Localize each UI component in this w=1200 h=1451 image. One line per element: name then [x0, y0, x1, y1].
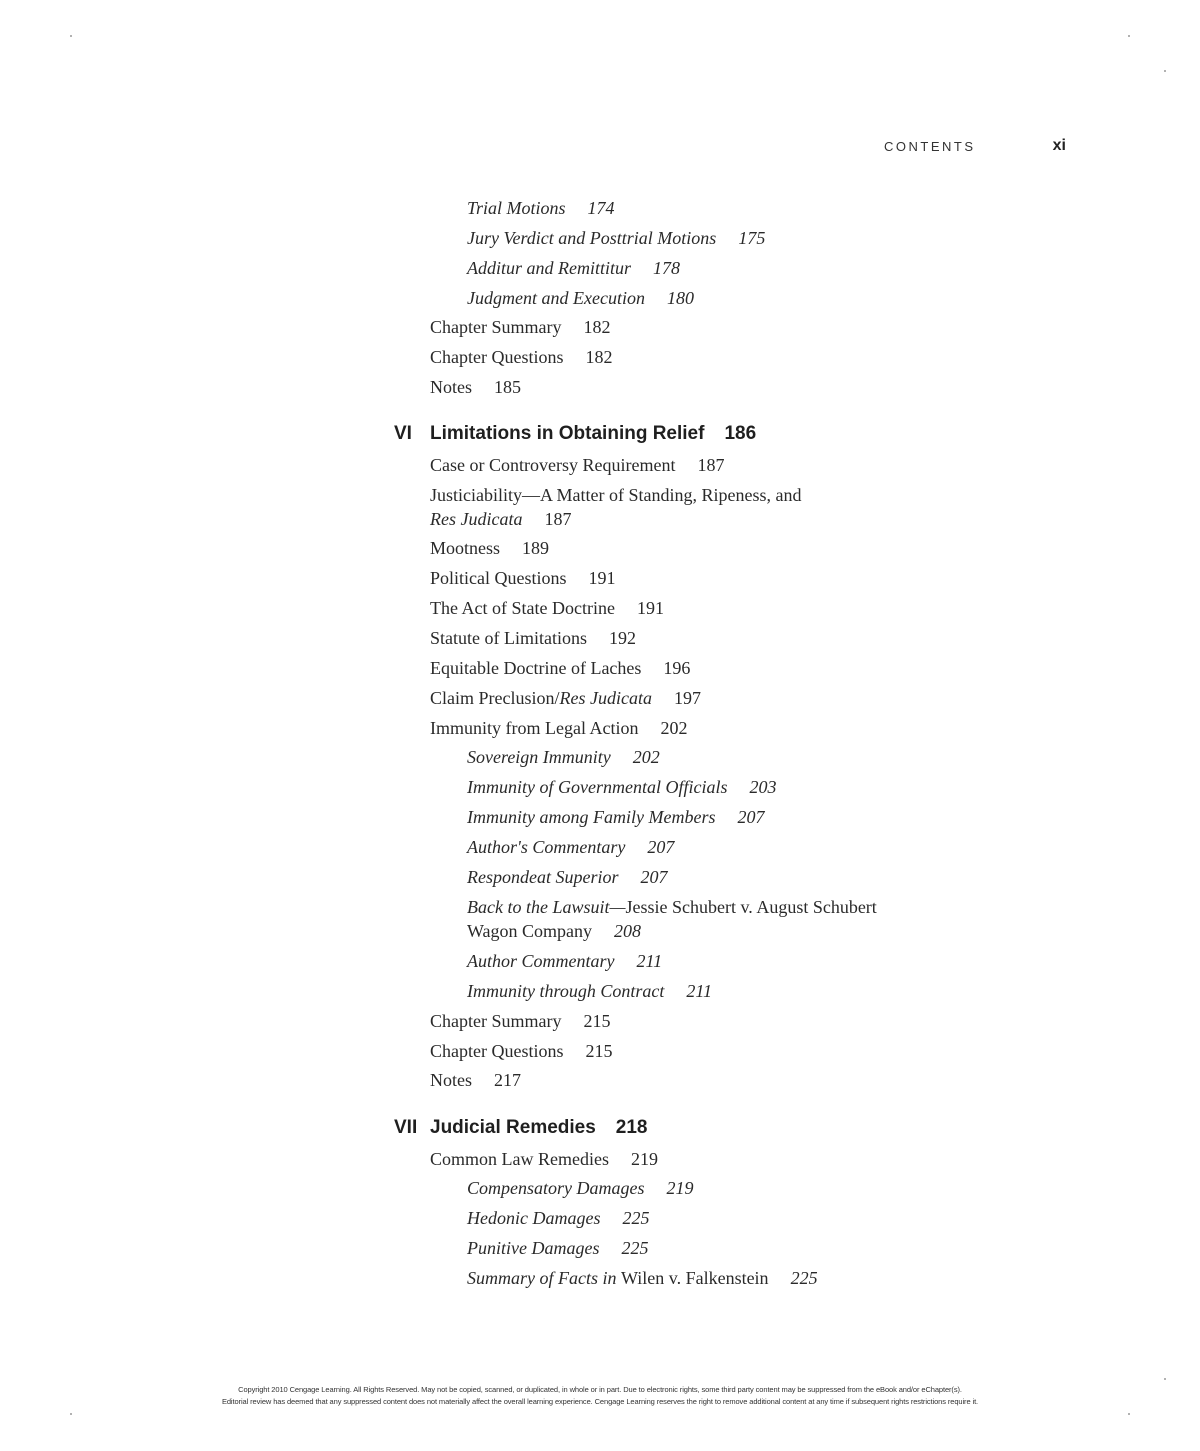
toc-entry[interactable] [430, 1069, 521, 1091]
toc-entry-page: 174 [587, 198, 615, 218]
toc-entry-page: 202 [660, 718, 688, 738]
toc-entry-page: 187 [544, 509, 572, 529]
toc-entry-page: 207 [737, 807, 765, 827]
crop-mark [1128, 1413, 1130, 1415]
toc-entry-title: Political Questions [430, 568, 567, 588]
toc-entry-title: Notes [430, 1070, 472, 1090]
toc-entry-page: 219 [630, 1149, 658, 1169]
copyright-notice-line1: Copyright 2010 Cengage Learning. All Rights Reserved. May not be copied, scanned, or duplicated, in whole or in part. Due to electronic rights, some third party content may be suppressed from the eBook and/or eChapter(s). [238, 1385, 962, 1394]
toc-entry[interactable] [430, 627, 636, 649]
toc-entry[interactable] [467, 1237, 648, 1259]
toc-entry-page: 219 [666, 1178, 694, 1198]
toc-entry-page: 203 [749, 777, 777, 797]
toc-entry-page: 225 [790, 1268, 818, 1288]
toc-entry-continued[interactable] [430, 508, 571, 530]
toc-entry-title: Chapter Questions [430, 1041, 564, 1061]
chapter-number: VI [394, 423, 412, 444]
toc-entry-title: Immunity of Governmental Officials [467, 777, 728, 797]
toc-entry[interactable] [430, 484, 801, 506]
copyright-notice-line2: Editorial review has deemed that any suppressed content does not materially affect the overall learning experience. Cengage Learning reserves the right to remove additional content at any time if subsequent rights restrictions require it. [221, 1397, 979, 1406]
toc-entry-page: 202 [632, 747, 660, 767]
toc-entry[interactable] [430, 657, 690, 679]
toc-entry[interactable] [467, 1267, 818, 1289]
chapter-title: Limitations in Obtaining Relief [430, 423, 705, 444]
toc-entry-page: 191 [636, 598, 664, 618]
toc-entry[interactable] [430, 454, 724, 476]
toc-entry-page: 207 [640, 867, 668, 887]
toc-entry-title: Compensatory Damages [467, 1178, 645, 1198]
toc-entry[interactable] [467, 1177, 694, 1199]
toc-entry-page: 215 [585, 1041, 613, 1061]
toc-entry[interactable] [430, 1010, 610, 1032]
toc-entry-page: 208 [614, 921, 642, 941]
toc-entry-title: Immunity among Family Members [467, 807, 716, 827]
crop-mark [1164, 70, 1166, 72]
crop-mark [70, 35, 72, 37]
page-folio: xi [1052, 137, 1066, 154]
toc-entry-title: Immunity through Contract [467, 981, 665, 1001]
toc-entry-title: Immunity from Legal Action [430, 718, 639, 738]
toc-entry-title: Punitive Damages [467, 1238, 600, 1258]
crop-mark [1164, 1378, 1166, 1380]
toc-entry-title: Case or Controversy Requirement [430, 455, 676, 475]
toc-entry-title: Hedonic Damages [467, 1208, 601, 1228]
chapter-heading-vii[interactable] [394, 1116, 648, 1140]
toc-entry[interactable] [467, 776, 776, 798]
toc-entry-page: 217 [494, 1070, 521, 1090]
toc-entry[interactable] [467, 197, 615, 219]
toc-entry-page: 182 [585, 347, 613, 367]
toc-entry-page: 215 [583, 1011, 611, 1031]
toc-entry-title-line1: Justiciability—A Matter of Standing, Ripeness, and [430, 485, 802, 505]
toc-entry[interactable] [467, 257, 680, 279]
toc-entry-title: Author Commentary [467, 951, 615, 971]
toc-entry-title-prefix: Claim Preclusion/ [430, 688, 560, 708]
toc-entry[interactable] [430, 1148, 658, 1170]
toc-entry-page: 211 [636, 951, 663, 971]
toc-entry-title: Notes [430, 377, 472, 397]
toc-entry[interactable] [467, 806, 764, 828]
toc-entry-page: 207 [647, 837, 675, 857]
toc-entry-title-line2: Wagon Company [467, 921, 593, 941]
toc-entry[interactable] [467, 836, 674, 858]
toc-entry[interactable] [430, 687, 701, 709]
running-head-label: CONTENTS [884, 139, 976, 154]
toc-entry-title: The Act of State Doctrine [430, 598, 615, 618]
chapter-page: 218 [615, 1117, 648, 1138]
toc-entry-title-italic: Back to the Lawsuit— [467, 897, 626, 917]
toc-entry-page: 191 [588, 568, 616, 588]
toc-entry-page: 196 [663, 658, 691, 678]
toc-entry-page: 197 [673, 688, 701, 708]
toc-entry[interactable] [430, 597, 664, 619]
toc-entry[interactable] [467, 227, 765, 249]
chapter-number: VII [394, 1117, 418, 1138]
toc-entry-title: Mootness [430, 538, 501, 558]
toc-entry-title: Jury Verdict and Posttrial Motions [467, 228, 717, 248]
toc-entry[interactable] [430, 316, 610, 338]
toc-entry-page: 178 [653, 258, 680, 278]
toc-entry[interactable] [467, 980, 712, 1002]
chapter-title: Judicial Remedies [430, 1117, 596, 1138]
toc-entry-title: Additur and Remittitur [467, 258, 631, 278]
toc-entry-title: Respondeat Superior [467, 867, 619, 887]
toc-entry-page: 189 [522, 538, 550, 558]
toc-entry-title-roman: Wilen v. Falkenstein [620, 1268, 769, 1288]
toc-entry[interactable] [430, 1040, 612, 1062]
toc-entry[interactable] [430, 537, 549, 559]
toc-entry-continued[interactable] [467, 920, 641, 942]
toc-entry-title: Author's Commentary [467, 837, 626, 857]
toc-entry-title: Statute of Limitations [430, 628, 587, 648]
chapter-page: 186 [724, 423, 757, 444]
running-head [884, 137, 1066, 157]
toc-entry-title: Trial Motions [467, 198, 566, 218]
toc-entry-page: 225 [621, 1238, 649, 1258]
toc-entry-page: 187 [697, 455, 725, 475]
toc-entry-page: 225 [622, 1208, 650, 1228]
toc-entry-page: 175 [738, 228, 766, 248]
toc-entry[interactable] [430, 376, 521, 398]
crop-mark [70, 1413, 72, 1415]
toc-entry-title-italic: Summary of Facts in [467, 1268, 617, 1288]
toc-entry[interactable] [467, 950, 662, 972]
toc-entry-title: Equitable Doctrine of Laches [430, 658, 642, 678]
toc-entry[interactable] [467, 287, 694, 309]
toc-entry-title: Chapter Summary [430, 317, 562, 337]
toc-entry[interactable] [467, 1207, 649, 1229]
toc-entry-page: 182 [583, 317, 611, 337]
toc-entry-title-line2: Res Judicata [430, 509, 523, 529]
crop-mark [1128, 35, 1130, 37]
toc-entry-title-italic: Res Judicata [559, 688, 652, 708]
toc-entry[interactable] [467, 746, 660, 768]
chapter-heading-vi[interactable] [394, 422, 756, 446]
toc-entry[interactable] [430, 717, 687, 739]
toc-entry-title: Chapter Summary [430, 1011, 562, 1031]
toc-entry-title: Judgment and Execution [467, 288, 645, 308]
toc-entry-title: Sovereign Immunity [467, 747, 611, 767]
toc-entry[interactable] [467, 866, 667, 888]
toc-entry[interactable] [430, 567, 616, 589]
toc-entry-title: Chapter Questions [430, 347, 564, 367]
toc-entry-page: 185 [494, 377, 521, 397]
toc-entry-title: Common Law Remedies [430, 1149, 609, 1169]
toc-entry-title-roman: Jessie Schubert v. August Schubert [625, 897, 877, 917]
toc-entry[interactable] [467, 896, 877, 918]
toc-entry-page: 180 [666, 288, 694, 308]
toc-entry-page: 192 [608, 628, 636, 648]
toc-entry[interactable] [430, 346, 612, 368]
toc-entry-page: 211 [686, 981, 712, 1001]
